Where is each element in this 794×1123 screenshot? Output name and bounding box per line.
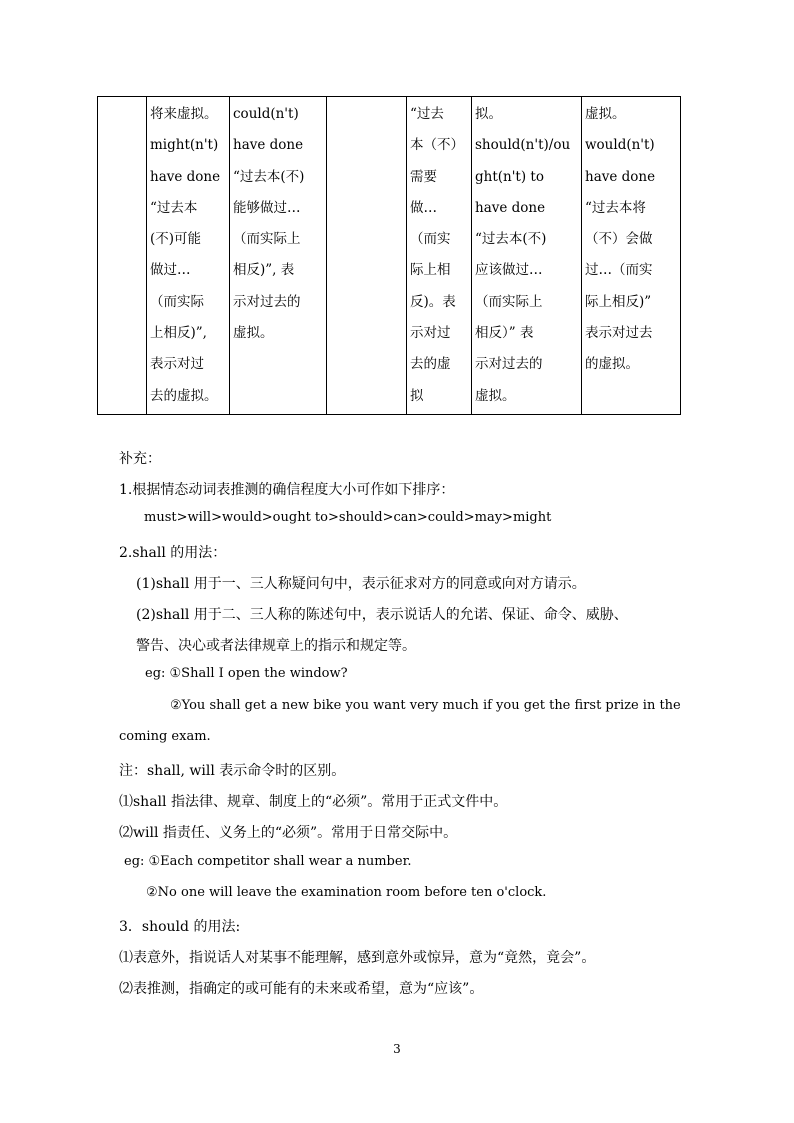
note-heading: 注：shall, will 表示命令时的区别。 <box>119 763 346 779</box>
cell-text-line: “过去 <box>410 106 444 122</box>
cell-text-line: 拟 <box>410 387 424 404</box>
cell-text-line: （而实际上 <box>233 231 301 248</box>
cell-text-line: have done <box>233 137 304 154</box>
cell-text-line: might(n't) <box>150 137 219 154</box>
cell-text-line: 反)。表 <box>410 293 456 310</box>
table-cell-6 <box>472 97 582 415</box>
modal-verb-table <box>97 96 681 415</box>
cell-text-line: would(n't) <box>585 137 655 154</box>
cell-text-line: have done <box>475 199 546 216</box>
cell-text-line: 做过… <box>150 262 191 279</box>
cell-text-line: 的虚拟。 <box>585 356 639 373</box>
item-1-heading: 1.根据情态动词表推测的确信程度大小可作如下排序： <box>119 482 455 498</box>
cell-text-line: 相反)”, 表 <box>233 262 295 279</box>
cell-text-line: 表示对过 <box>150 356 204 373</box>
cell-text-line: 上相反)”, <box>150 325 207 342</box>
certainty-order: must>will>would>ought to>should>can>could>may>might <box>144 510 552 525</box>
example-3: eg: ①Each competitor shall wear a number. <box>124 854 412 869</box>
table-cell-1 <box>98 97 147 415</box>
cell-text-line: 际上相 <box>410 262 451 279</box>
cell-text-line: 虚拟。 <box>475 387 516 404</box>
table-cell-5 <box>407 97 472 415</box>
cell-text-line: 将来虚拟。 <box>150 106 218 122</box>
cell-text-line: “过去本将 <box>585 199 646 216</box>
page-number: 3 <box>393 1042 401 1056</box>
cell-text-line: ght(n't) to <box>475 168 544 185</box>
cell-text-line: 表示对过去 <box>585 325 653 342</box>
example-1: eg: ①Shall I open the window? <box>145 666 348 681</box>
example-2-cont: coming exam. <box>119 729 211 744</box>
cell-text-line: （不）会做 <box>585 231 653 248</box>
cell-text-line: 虚拟。 <box>585 106 626 122</box>
cell-text-line: （而实 <box>410 231 451 248</box>
item-3-heading: 3．should 的用法: <box>119 919 241 935</box>
cell-text-line: （而实际上 <box>475 293 543 310</box>
note-shall: ⑴shall 指法律、规章、制度上的“必须”。常用于正式文件中。 <box>119 794 508 810</box>
cell-text-line: 示对过去的 <box>233 293 301 310</box>
cell-text-line: could(n't) <box>233 106 299 122</box>
shall-usage-2: (2)shall 用于二、三人称的陈述句中，表示说话人的允诺、保证、命令、威胁、 <box>136 607 628 623</box>
cell-text-line: 示对过 <box>410 325 451 342</box>
should-usage-1: ⑴表意外，指说话人对某事不能理解，感到意外或惊异，意为“竟然，竟会”。 <box>119 950 596 966</box>
cell-text-line: 过…（而实 <box>585 262 653 279</box>
shall-usage-2-cont: 警告、决心或者法律规章上的指示和规定等。 <box>136 638 416 654</box>
cell-text-line: 去的虚 <box>410 356 451 373</box>
table-row <box>98 97 681 415</box>
should-usage-2: ⑵表推测，指确定的或可能有的未来或希望，意为“应该”。 <box>119 981 484 997</box>
item-2-heading: 2.shall 的用法： <box>119 545 227 561</box>
cell-text-line: “过去本 <box>150 199 198 216</box>
cell-text-line: have done <box>150 168 221 185</box>
cell-text-line: “过去本(不) <box>233 168 305 185</box>
table-cell-2 <box>147 97 230 415</box>
cell-text-line: 本（不） <box>410 137 464 154</box>
cell-text-line: 能够做过… <box>233 199 301 216</box>
cell-text-line: 示对过去的 <box>475 356 543 373</box>
example-2: ②You shall get a new bike you want very much if you get the first prize in the <box>170 698 681 713</box>
cell-text-line: should(n't)/ou <box>475 137 571 154</box>
cell-text-line: 际上相反)” <box>585 293 652 310</box>
cell-text-line: 应该做过… <box>475 262 543 279</box>
table-cell-3 <box>230 97 327 415</box>
cell-text-line: （而实际 <box>150 293 204 310</box>
shall-usage-1: (1)shall 用于一、三人称疑问句中，表示征求对方的同意或向对方请示。 <box>136 576 586 592</box>
cell-text-line: have done <box>585 168 656 185</box>
table-cell-7 <box>582 97 681 415</box>
cell-text-line: “过去本(不) <box>475 231 547 248</box>
cell-text-line: 虚拟。 <box>233 325 274 342</box>
cell-text-line: 拟。 <box>475 106 502 122</box>
note-will: ⑵will 指责任、义务上的“必须”。常用于日常交际中。 <box>119 825 458 841</box>
cell-text-line: 做… <box>410 199 437 216</box>
cell-text-line: (不)可能 <box>150 231 202 248</box>
example-4: ②No one will leave the examination room before ten o'clock. <box>146 885 547 900</box>
cell-text-line: 去的虚拟。 <box>150 387 218 404</box>
supplement-heading: 补充： <box>119 451 161 467</box>
cell-text-line: 需要 <box>410 168 437 185</box>
table-cell-4 <box>327 97 407 415</box>
cell-text-line: 相反）” 表 <box>475 325 534 342</box>
